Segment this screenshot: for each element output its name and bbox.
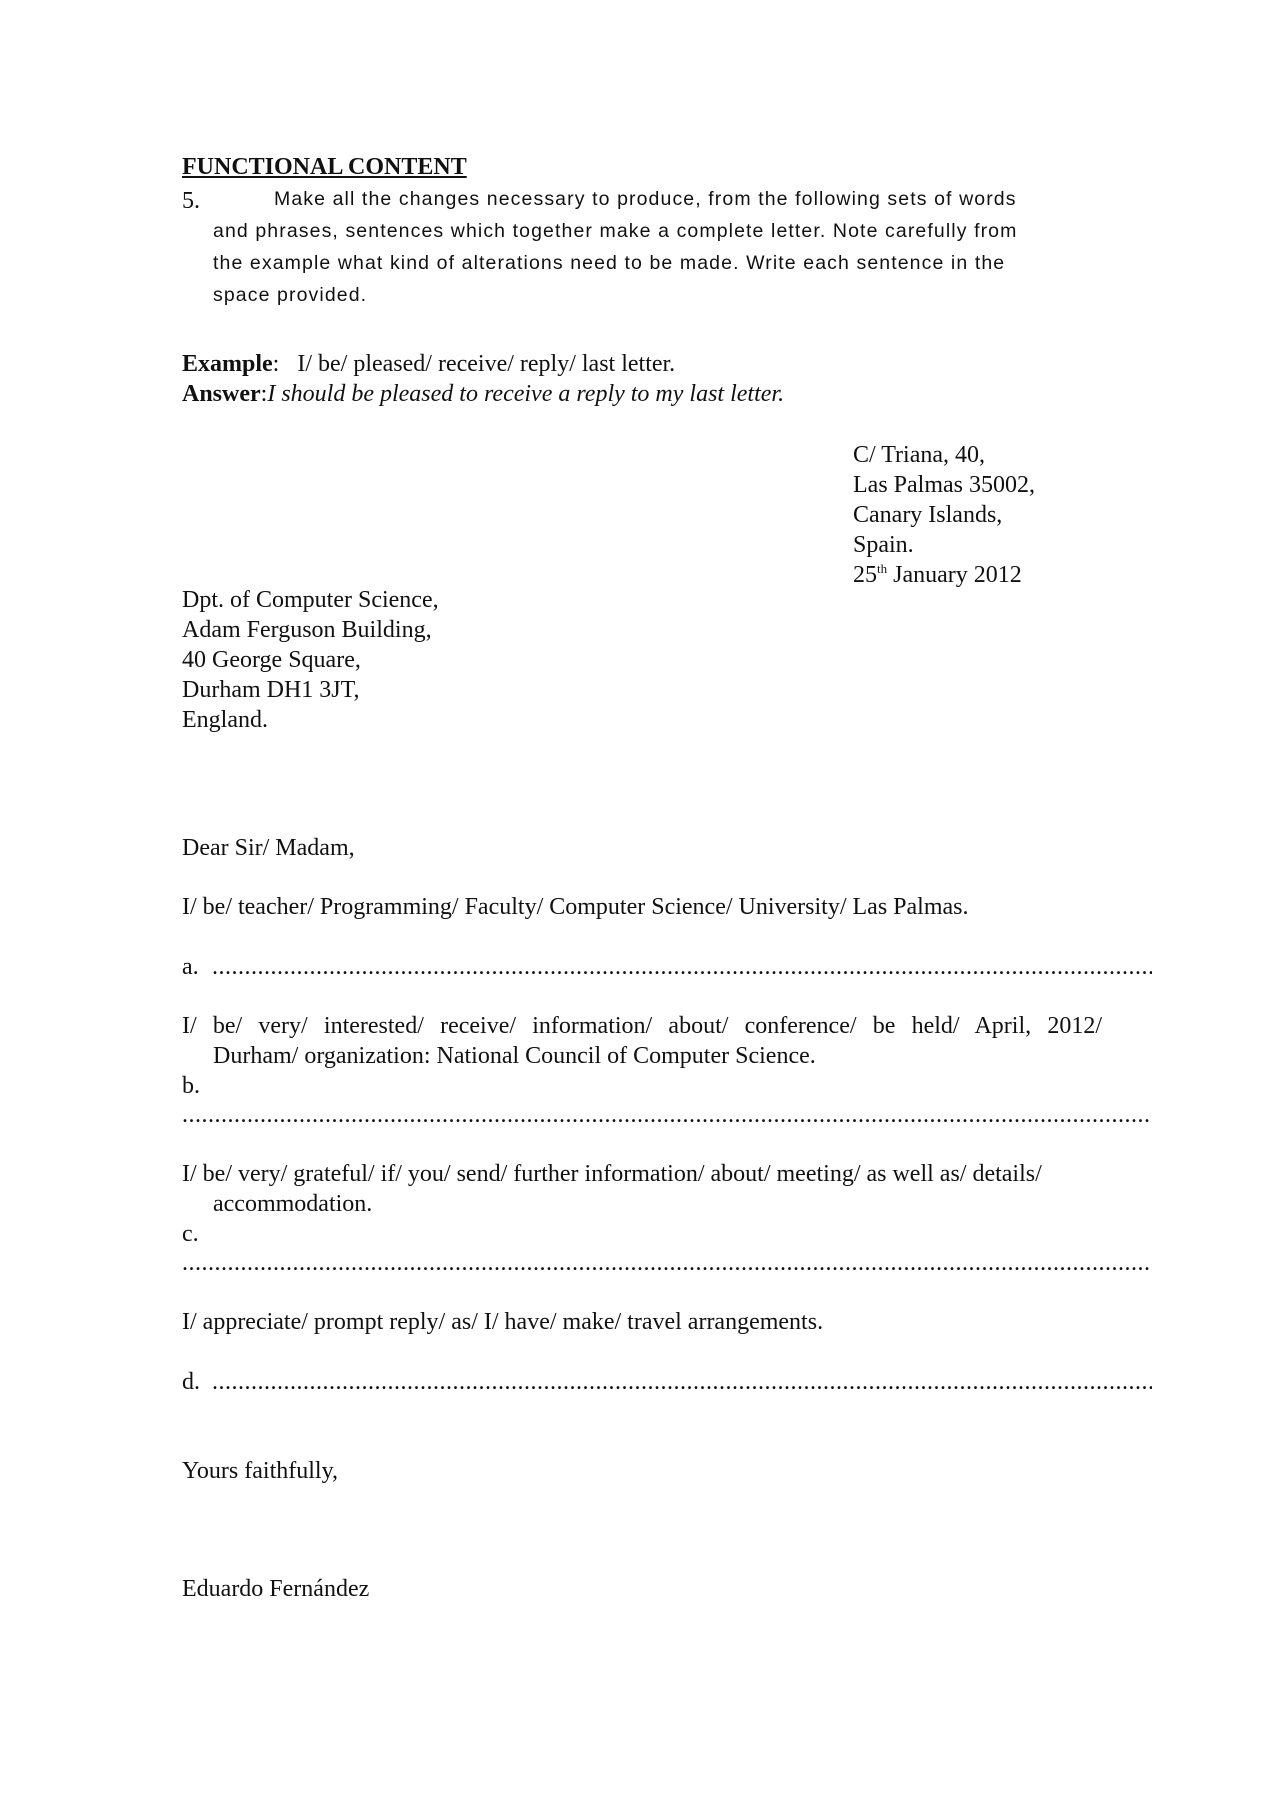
recipient-address-line: Durham DH1 3JT,: [182, 677, 360, 703]
answer-text: I should be pleased to receive a reply to my last letter.: [267, 381, 785, 407]
sender-address: [853, 440, 1035, 590]
prompt-a-label: a.: [182, 954, 199, 980]
answer-line: Answer:I should be pleased to receive a reply to my last letter.: [182, 381, 785, 407]
signature: Eduardo Fernández: [182, 1576, 370, 1602]
prompt-b-text-2: Durham/ organization: National Council of Computer Science.: [213, 1043, 816, 1069]
sender-address-line: Spain.: [853, 532, 914, 558]
date-rest: January 2012: [887, 562, 1022, 588]
answer-label: Answer: [182, 381, 261, 407]
recipient-address-line: 40 George Square,: [182, 647, 361, 673]
sender-address-line: Las Palmas 35002,: [853, 472, 1035, 498]
instruction-line-2: and phrases, sentences which together make a complete letter. Note carefully from: [213, 220, 1018, 242]
date-suffix: th: [877, 561, 888, 576]
prompt-c-label: c.: [182, 1221, 199, 1247]
recipient-address-line: England.: [182, 707, 268, 733]
page-title: FUNCTIONAL CONTENT: [182, 154, 467, 180]
instruction-line-4: space provided.: [213, 284, 368, 306]
instruction-line-3: the example what kind of alterations need to be made. Write each sentence in the: [213, 252, 1006, 274]
answer-line-c[interactable]: [182, 1248, 1152, 1278]
example-label: Example: [182, 351, 273, 377]
example-text: I/ be/ pleased/ receive/ reply/ last letter.: [297, 351, 676, 377]
prompt-b-text-1: I/ be/ very/ interested/ receive/ information/ about/ conference/ be held/ April, 2012/: [182, 1013, 1102, 1039]
answer-line-d[interactable]: [212, 1367, 1152, 1397]
prompt-d-text: I/ appreciate/ prompt reply/ as/ I/ have/ make/ travel arrangements.: [182, 1309, 824, 1335]
closing: Yours faithfully,: [182, 1458, 339, 1484]
letter-date: [853, 560, 1035, 590]
answer-line-a[interactable]: [212, 952, 1152, 982]
example-line: Example: I/ be/ pleased/ receive/ reply/ last letter.: [182, 351, 676, 377]
instruction-line-1: Make all the changes necessary to produce, from the following sets of words: [274, 188, 1017, 210]
prompt-c-text-2: accommodation.: [213, 1191, 373, 1217]
question-number: 5.: [182, 188, 200, 214]
recipient-address-line: Adam Ferguson Building,: [182, 617, 432, 643]
sender-address-line: C/ Triana, 40,: [853, 442, 986, 468]
salutation: Dear Sir/ Madam,: [182, 835, 355, 861]
prompt-b-label: b.: [182, 1073, 200, 1099]
recipient-address-line: Dpt. of Computer Science,: [182, 587, 439, 613]
prompt-a-text: I/ be/ teacher/ Programming/ Faculty/ Computer Science/ University/ Las Palmas.: [182, 894, 969, 920]
answer-line-b[interactable]: [182, 1100, 1152, 1130]
recipient-address: [182, 585, 439, 735]
sender-address-line: Canary Islands,: [853, 502, 1003, 528]
date-day: 25: [853, 562, 877, 588]
prompt-d-label: d.: [182, 1369, 200, 1395]
prompt-c-text-1: I/ be/ very/ grateful/ if/ you/ send/ further information/ about/ meeting/ as well as/ details/: [182, 1161, 1042, 1187]
